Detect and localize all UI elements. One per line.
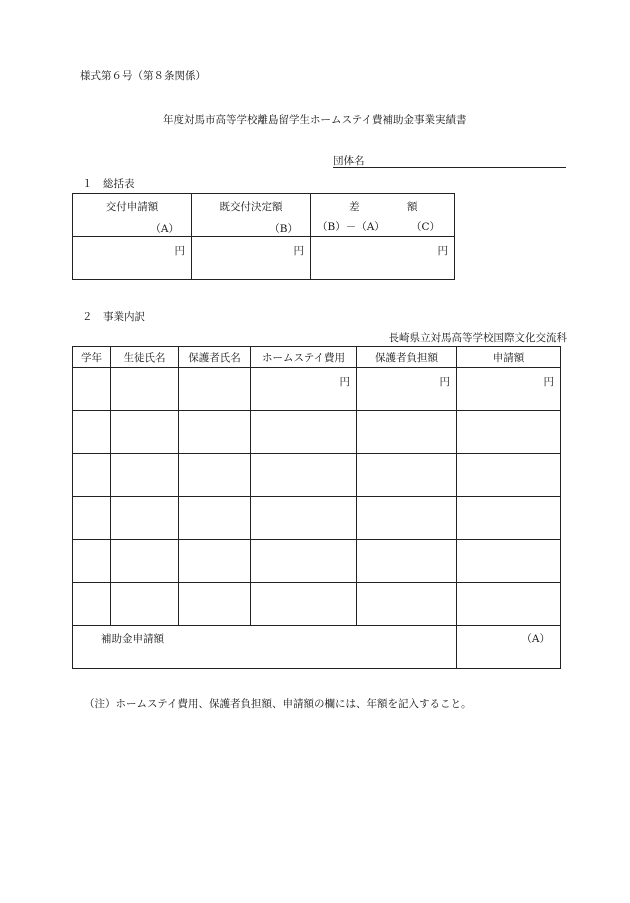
yen-unit: 円 (543, 376, 554, 388)
guardian-burden-cell[interactable] (357, 583, 457, 626)
yen-unit: 円 (437, 245, 448, 257)
table-row (73, 497, 561, 540)
table-row (73, 411, 561, 454)
application-amount-cell[interactable] (457, 454, 561, 497)
header-application-amount: 申請額 (457, 347, 561, 368)
difference-formula: （B）－（A） (317, 221, 385, 233)
guardian-name-cell[interactable] (179, 411, 251, 454)
yen-unit: 円 (293, 245, 304, 257)
total-label-cell (73, 626, 457, 669)
summary-decided-amount[interactable] (192, 237, 311, 280)
grade-cell[interactable] (73, 497, 111, 540)
homestay-cost-cell[interactable] (251, 454, 357, 497)
summary-header-difference (311, 194, 455, 237)
decided-sub: （B） (269, 223, 298, 235)
application-amount-cell[interactable] (457, 411, 561, 454)
student-name-cell[interactable] (111, 583, 179, 626)
total-mark: （A） (521, 633, 550, 645)
homestay-cost-cell[interactable] (251, 540, 357, 583)
table-row (73, 368, 561, 411)
form-number: 様式第６号（第８条関係） (80, 70, 206, 82)
grade-cell[interactable] (73, 583, 111, 626)
summary-header-decided (192, 194, 311, 237)
document-title: 年度対馬市高等学校離島留学生ホームステイ費補助金事業実績書 (163, 114, 467, 126)
guardian-name-cell[interactable] (179, 497, 251, 540)
yen-unit: 円 (174, 245, 185, 257)
grade-cell[interactable] (73, 454, 111, 497)
summary-application-amount[interactable] (73, 237, 192, 280)
summary-table (72, 193, 455, 280)
student-name-cell[interactable] (111, 497, 179, 540)
grade-cell[interactable] (73, 411, 111, 454)
summary-header-application (73, 194, 192, 237)
application-amount-cell[interactable] (457, 540, 561, 583)
difference-sub: （C） (411, 221, 441, 233)
application-amount-cell[interactable] (457, 583, 561, 626)
header-student-name: 生徒氏名 (111, 347, 179, 368)
grade-cell[interactable] (73, 368, 111, 411)
difference-label-a: 差 (349, 201, 360, 213)
header-grade: 学年 (73, 347, 111, 368)
guardian-burden-cell[interactable] (357, 497, 457, 540)
header-homestay-cost: ホームステイ費用 (251, 347, 357, 368)
student-name-cell[interactable] (111, 540, 179, 583)
header-guardian-name: 保護者氏名 (179, 347, 251, 368)
group-name-field[interactable] (333, 153, 566, 168)
total-row (73, 626, 561, 669)
application-label: 交付申請額 (105, 201, 159, 213)
guardian-burden-cell[interactable] (357, 540, 457, 583)
guardian-burden-cell[interactable] (357, 411, 457, 454)
group-name-label: 団体名 (333, 155, 365, 167)
difference-label-b: 額 (407, 201, 418, 213)
yen-unit: 円 (439, 376, 450, 388)
application-sub: （A） (150, 223, 179, 235)
yen-unit: 円 (339, 376, 350, 388)
footnote: （注）ホームステイ費用、保護者負担額、申請額の欄には、年額を記入すること。 (84, 698, 472, 710)
guardian-burden-cell[interactable] (357, 368, 457, 411)
table-row (73, 540, 561, 583)
decided-label: 既交付決定額 (219, 201, 283, 213)
total-amount-cell[interactable] (457, 626, 561, 669)
homestay-cost-cell[interactable] (251, 411, 357, 454)
table-row (73, 454, 561, 497)
student-name-cell[interactable] (111, 454, 179, 497)
student-name-cell[interactable] (111, 368, 179, 411)
guardian-name-cell[interactable] (179, 540, 251, 583)
section1-heading: １ 総括表 (82, 178, 135, 190)
homestay-cost-cell[interactable] (251, 497, 357, 540)
table-row (73, 583, 561, 626)
section2-heading: ２ 事業内訳 (82, 311, 145, 323)
guardian-burden-cell[interactable] (357, 454, 457, 497)
application-amount-cell[interactable] (457, 368, 561, 411)
guardian-name-cell[interactable] (179, 454, 251, 497)
guardian-name-cell[interactable] (179, 583, 251, 626)
application-amount-cell[interactable] (457, 497, 561, 540)
organization-name: 長崎県立対馬高等学校国際文化交流科 (388, 332, 567, 344)
guardian-name-cell[interactable] (179, 368, 251, 411)
student-name-cell[interactable] (111, 411, 179, 454)
summary-difference-amount[interactable] (311, 237, 455, 280)
header-guardian-burden: 保護者負担額 (357, 347, 457, 368)
breakdown-table (72, 346, 561, 669)
homestay-cost-cell[interactable] (251, 583, 357, 626)
homestay-cost-cell[interactable] (251, 368, 357, 411)
total-label: 補助金申請額 (101, 633, 164, 645)
grade-cell[interactable] (73, 540, 111, 583)
